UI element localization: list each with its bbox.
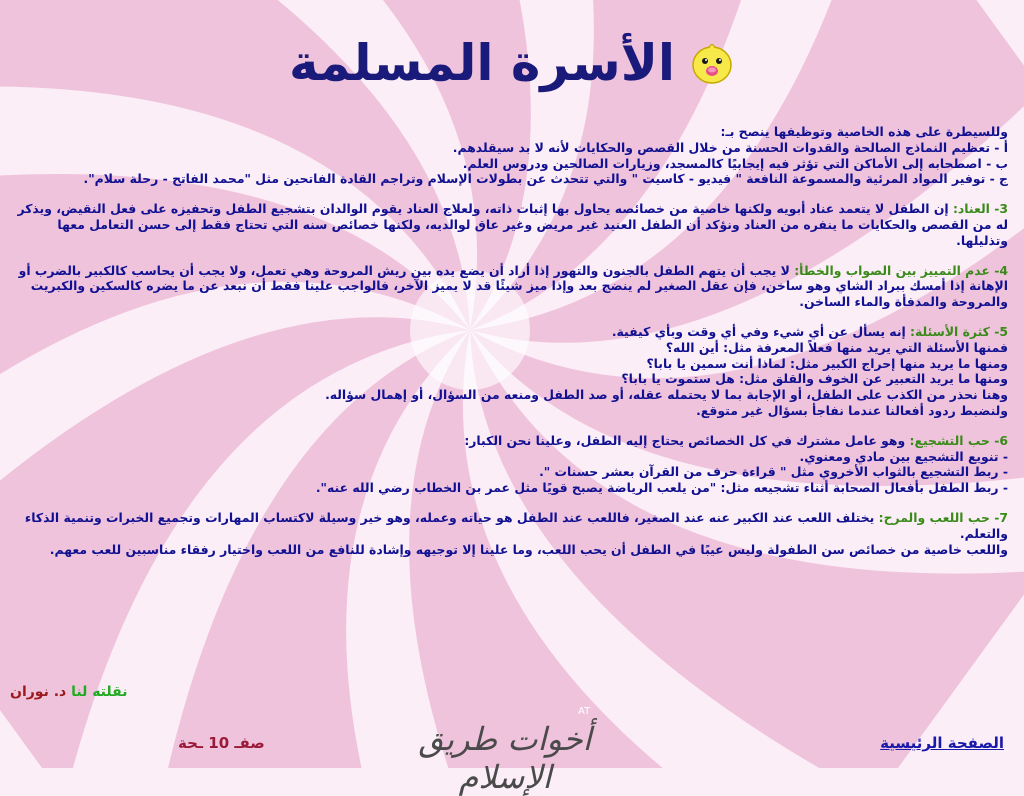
section-line: - ربط التشجيع بالثواب الأخروي مثل " قراءة حرف من القرآن بعشر حسنات ". <box>539 464 1008 480</box>
section-number: 4- <box>994 262 1008 278</box>
intro-line: ب - اصطحابه إلى الأماكن التي تؤثر فيه إيجابيًا كالمسجد، وزيارات الصالحين ودروس العلم. <box>462 155 1008 171</box>
credit-prefix: نقلته لنا <box>71 684 128 700</box>
section-text: وهو عامل مشترك في كل الخصائص يحتاج إليه الطفل، وعلينا نحن الكبار: <box>464 432 906 448</box>
section-6 <box>10 433 1008 449</box>
section-heading: عدم التمييز بين الصواب والخطأ: <box>794 262 990 278</box>
page-number: صفـ 10 ـحة <box>178 734 265 752</box>
section-3 <box>10 201 1008 248</box>
section-4 <box>10 263 1008 310</box>
page-title: الأسرة المسلمة <box>288 34 676 92</box>
article-body <box>10 124 1008 557</box>
chick-icon <box>689 40 735 86</box>
section-line: ولنضبط ردود أفعالنا عندما نفاجأ بسؤال غير متوقع. <box>696 402 1008 418</box>
section-5 <box>10 324 1008 340</box>
section-number: 5- <box>994 323 1008 339</box>
section-heading: حب اللعب والمرح: <box>878 509 990 525</box>
intro-line: أ - تعظيم النماذج الصالحة والقدوات الحسنة من خلال القصص والحكايات لأنه لا بد سيقلدهم. <box>452 139 1008 155</box>
section-line: - ربط الطفل بأفعال الصحابة أثناء تشجيعه مثل: "من يلعب الرياضة يصبح قويًا مثل عمر بن الخطاب رضي الله عنه". <box>315 480 1008 496</box>
section-text: إن الطفل لا يتعمد عناد أبويه ولكنها خاصية من خصائصه يحاول بها إثبات ذاته، ولعلاج العناد يقوم الوالدان بتشجيع الطفل وتحفيزه على فعل النقيض، ويذكر له من القصص والحكايات ما ينفره من العناد ونؤكد أن الطفل العنيد غير مريض وغير عاق لوالديه، ولكنها خصائص سنه التي تحتاج فقط إلى حسن التعامل معها وتذليلها. <box>17 201 1008 248</box>
section-text: لا يجب أن يتهم الطفل بالجنون والتهور إذا أراد أن يضع يده بين ريش المروحة وهي تعمل، ولا يجب أن يحاسب كالكبير بالضرب أو الإهانة إذا أمسك ببراد الشاي وهو ساخن، فإن عقل الصغير لم ينضج بعد وإذا ميز شيئًا قد لا يميز الآخر، فالواجب علينا فقط أن نبعد عن ما يضره كالسكين والكبريت والمروحة والمدفأة والماء الساخن. <box>18 262 1008 310</box>
section-line: ومنها ما يريد التعبير عن الخوف والقلق مثل: هل ستموت يا بابا؟ <box>621 371 1008 387</box>
section-heading: العناد: <box>952 201 990 217</box>
intro-line: ج - توفير المواد المرئية والمسموعة النافعة " فيديو - كاسيت " والتي تتحدث عن بطولات الإسلام وتراجم القادة الفاتحين مثل "محمد الفاتح - رحلة سلام". <box>83 171 1008 187</box>
section-line: واللعب خاصية من خصائص سن الطفولة وليس عيبًا في الطفل أن يحب اللعب، وما علينا إلا توجيهه وإشادة للنافع من اللعب واختيار رفقاء مناسبين للعب معهم. <box>49 541 1008 557</box>
section-heading: كثرة الأسئلة: <box>910 323 990 339</box>
section-line: ومنها ما يريد منها إحراج الكبير مثل: لماذا أنت سمين يا بابا؟ <box>646 355 1008 371</box>
credit-line <box>10 684 127 700</box>
section-text: إنه يسأل عن أي شيء وفي أي وقت وبأي كيفية. <box>611 323 906 339</box>
section-7 <box>10 510 1008 542</box>
section-line: - تنويع التشجيع بين مادي ومعنوي. <box>799 448 1008 464</box>
section-heading: حب التشجيع: <box>909 432 990 448</box>
home-link[interactable]: الصفحة الرئيسية <box>880 734 1004 752</box>
section-number: 7- <box>994 509 1008 525</box>
logo-text: أخوات طريق الإسلام <box>418 720 592 796</box>
section-line: فمنها الأسئلة التي يريد منها فعلاً المعرفة مثل: أين الله؟ <box>665 339 1008 355</box>
section-number: 6- <box>994 432 1008 448</box>
calligraphy-logo <box>370 706 640 796</box>
section-line: وهنا نحذر من الكذب على الطفل، أو الإجابة بما لا يحتمله عقله، أو صد الطفل ومنعه من السؤال، أو إهمال سؤاله. <box>325 387 1008 403</box>
section-text: يختلف اللعب عند الكبير عنه عند الصغير، فاللعب عند الطفل هو حياته وعمله، وهو خير وسيلة لاكتساب المهارات وتجميع الخبرات وتنمية الذكاء والتعلم. <box>24 509 1008 541</box>
page-header <box>0 28 1024 98</box>
section-number: 3- <box>994 201 1008 217</box>
credit-author: د. نوران <box>10 684 67 700</box>
intro-line: وللسيطرة على هذه الخاصية وتوظيفها ينصح بـ: <box>720 124 1008 139</box>
logo-mark: AT <box>578 706 591 717</box>
